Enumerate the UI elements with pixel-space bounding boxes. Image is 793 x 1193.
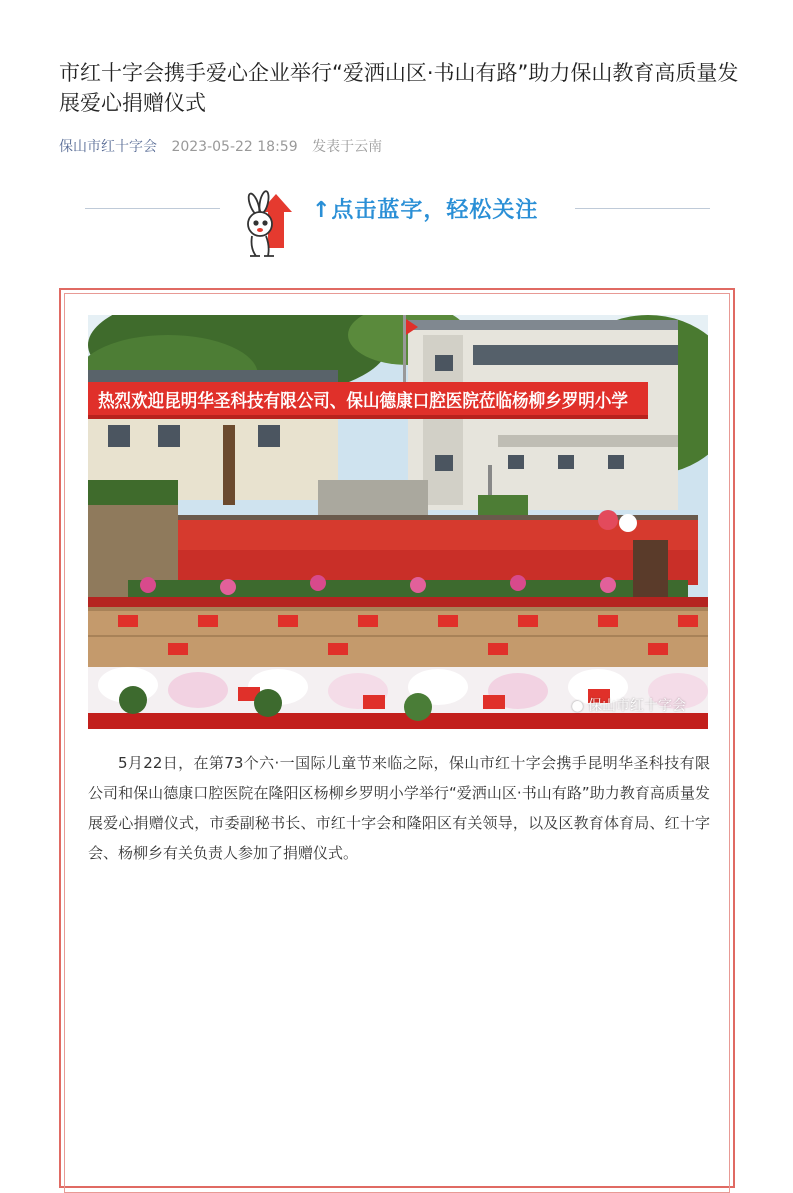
follow-prompt-text[interactable]: ↑点击蓝字，轻松关注 — [312, 198, 539, 223]
publish-location: 发表于云南 — [312, 139, 383, 155]
author-link[interactable]: 保山市红十字会 — [59, 139, 157, 155]
wechat-icon: ● — [571, 698, 584, 714]
follow-banner[interactable] — [0, 185, 793, 260]
bunny-arrow-mascot-icon — [238, 190, 304, 260]
photo-banner-text: 热烈欢迎昆明华圣科技有限公司、保山德康口腔医院莅临杨柳乡罗明小学 — [98, 391, 674, 412]
photo-watermark — [571, 695, 686, 715]
article-title: 市红十字会携手爱心企业举行“爱洒山区·书山有路”助力保山教育高质量发展爱心捐赠仪式 — [59, 61, 739, 115]
photo-watermark-text: 保山市红十字会 — [588, 698, 686, 714]
article-meta — [59, 136, 382, 156]
publish-date: 2023-05-22 18:59 — [171, 139, 298, 155]
article-paragraph: 5月22日，在第73个六·一国际儿童节来临之际，保山市红十字会携手昆明华圣科技有限公司和保山德康口腔医院在隆阳区杨柳乡罗明小学举行“爱洒山区·书山有路”助力教育高质量发展爱心捐赠仪式，市委副秘书长、市红十字会和隆阳区有关领导，以及区教育体育局、红十字会、杨柳乡有关负责人参加了捐赠仪式。 — [88, 754, 710, 862]
event-photo[interactable] — [88, 315, 708, 729]
divider-line-right — [575, 208, 710, 209]
divider-line-left — [85, 208, 220, 209]
